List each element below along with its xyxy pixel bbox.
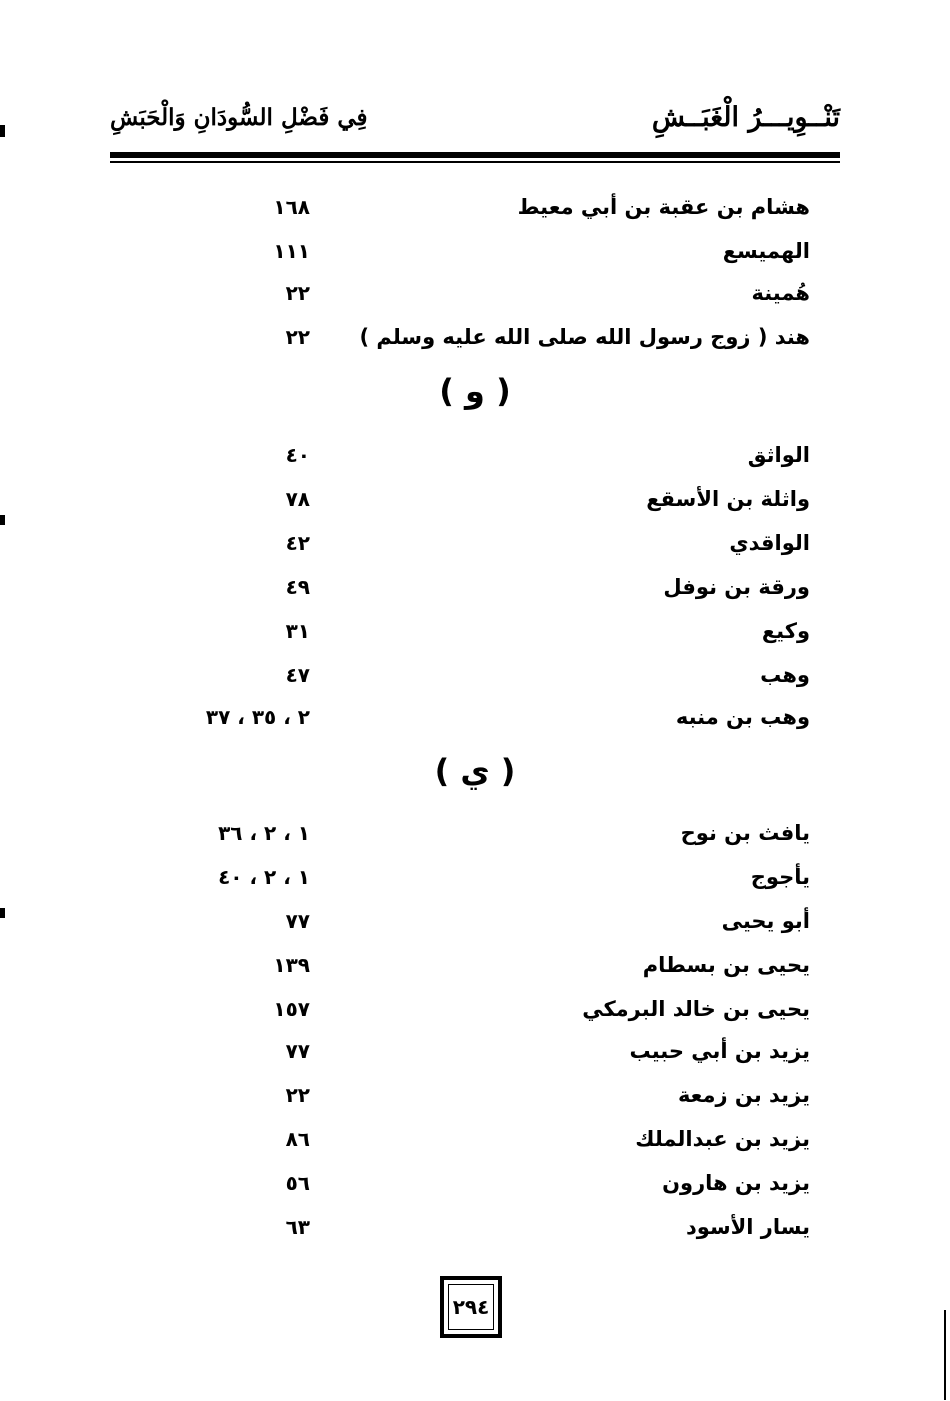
entry-name: يسار الأسود (686, 1215, 810, 1239)
entry-name: هشام بن عقبة بن أبي معيط (517, 195, 810, 219)
entry-pages: ٢٢ (285, 1083, 310, 1107)
entry-pages: ٤٢ (285, 531, 310, 555)
index-entry (110, 440, 810, 480)
entry-pages: ٢٢ (285, 325, 310, 349)
entry-pages: ١٥٧ (273, 997, 310, 1021)
entry-pages: ٦٣ (285, 1215, 310, 1239)
entry-name: يزيد بن أبي حبيب (629, 1039, 810, 1063)
entry-name: الواثق (747, 443, 810, 467)
entry-name: وهب (760, 663, 810, 687)
entry-name: وهب بن منبه (675, 705, 810, 729)
index-entry (110, 1124, 810, 1164)
entry-pages: ١٣٩ (273, 953, 310, 977)
entry-pages: ٧٧ (285, 1039, 310, 1063)
section-letter-ya: ( ي ) (434, 752, 516, 790)
entry-name: يحيى بن بسطام (642, 953, 810, 977)
entry-pages: ٢ ، ٣٥ ، ٣٧ (205, 705, 310, 729)
index-entry (110, 572, 810, 612)
index-entry (110, 994, 810, 1034)
page-number: ٢٩٤ (452, 1295, 490, 1319)
index-entry (110, 1080, 810, 1120)
index-entry (110, 950, 810, 990)
entry-pages: ٣١ (285, 619, 310, 643)
index-entry (110, 192, 810, 232)
entry-name: يأجوج (750, 865, 810, 889)
index-entry (110, 660, 810, 700)
entry-pages: ٤٩ (285, 575, 310, 599)
index-entry (110, 702, 810, 742)
entry-name: الواقدي (729, 531, 810, 555)
entry-name: واثلة بن الأسقع (646, 487, 810, 511)
entry-name: هند ( زوج رسول الله صلى الله عليه وسلم ) (359, 325, 810, 349)
index-entry (110, 528, 810, 568)
entry-name: يزيد بن هارون (662, 1171, 810, 1195)
index-entry (110, 1036, 810, 1076)
index-entry (110, 616, 810, 656)
entry-name: يافث بن نوح (680, 821, 810, 845)
header-rule-thin (110, 161, 840, 163)
book-title: تَنْــوِيـــرُ الْغَبَــشِ (651, 102, 840, 133)
scan-edge-mark (0, 515, 5, 525)
section-letter-waw: ( و ) (439, 372, 511, 410)
entry-pages: ١٦٨ (273, 195, 310, 219)
header-rule-thick (110, 152, 840, 158)
entry-name: هُمينة (751, 281, 810, 305)
index-entry (110, 484, 810, 524)
scan-edge-mark (0, 125, 5, 137)
entry-name: وكيع (761, 619, 810, 643)
scan-edge-mark (944, 1310, 946, 1400)
entry-name: الهميسع (722, 239, 810, 263)
entry-pages: ٧٨ (285, 487, 310, 511)
entry-name: يزيد بن زمعة (677, 1083, 810, 1107)
entry-name: أبو يحيى (721, 909, 810, 933)
entry-name: يحيى بن خالد البرمكي (582, 997, 810, 1021)
book-subtitle: فِي فَضْلِ السُّودَانِ وَالْحَبَشِ (110, 104, 368, 131)
entry-pages: ٤٠ (285, 443, 310, 467)
index-entry (110, 906, 810, 946)
scan-edge-mark (0, 908, 5, 918)
entry-pages: ١١١ (273, 239, 310, 263)
entry-name: ورقة بن نوفل (663, 575, 810, 599)
index-entry (110, 818, 810, 858)
index-entry (110, 1168, 810, 1208)
entry-pages: ٢٢ (285, 281, 310, 305)
index-entry (110, 278, 810, 318)
entry-pages: ٤٧ (285, 663, 310, 687)
page-number-box (440, 1276, 502, 1338)
entry-pages: ٨٦ (285, 1127, 310, 1151)
entry-pages: ٥٦ (285, 1171, 310, 1195)
entry-pages: ١ ، ٢ ، ٣٦ (218, 821, 310, 845)
entry-pages: ٧٧ (285, 909, 310, 933)
index-entry (110, 1212, 810, 1252)
index-entry (110, 862, 810, 902)
index-entry (110, 236, 810, 276)
index-entry (110, 322, 810, 362)
entry-name: يزيد بن عبدالملك (635, 1127, 810, 1151)
entry-pages: ١ ، ٢ ، ٤٠ (218, 865, 310, 889)
